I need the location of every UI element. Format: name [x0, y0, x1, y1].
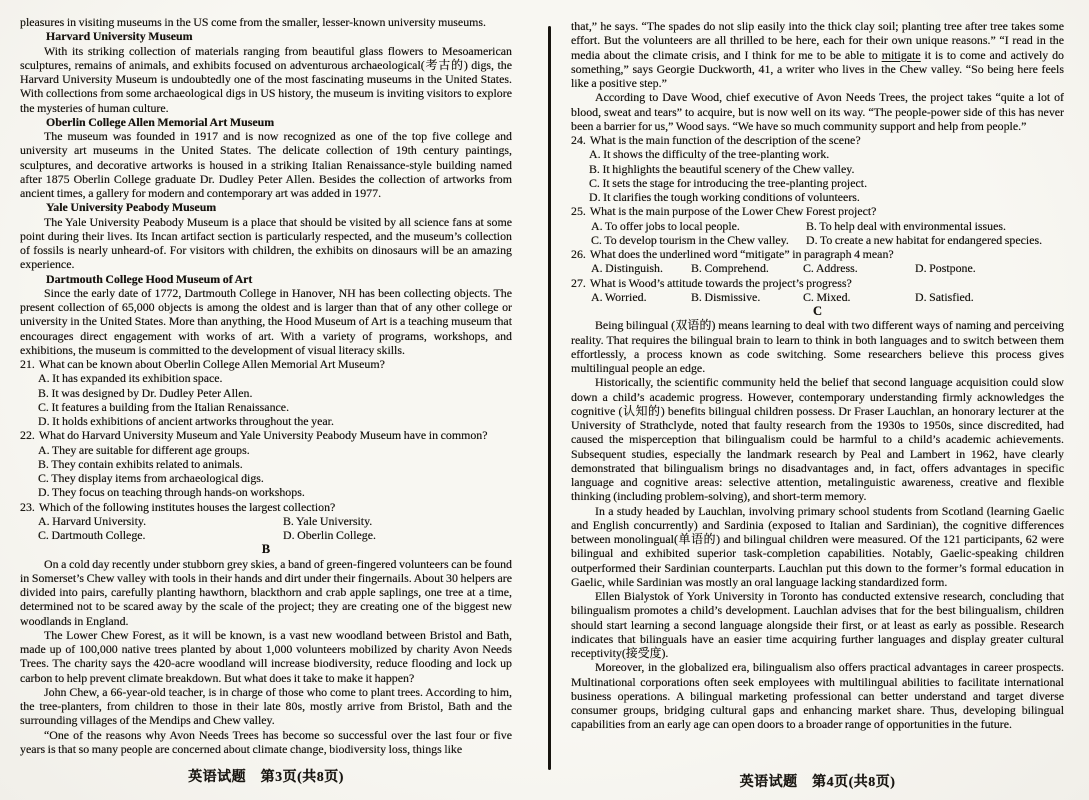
exam-page-3-column	[20, 15, 512, 763]
question-text: What do Harvard University Museum and Yale University Peabody Museum have in common?	[38, 428, 488, 443]
answer-option: C. It sets the stage for introducing the tree-planting project.	[589, 175, 868, 190]
question-number: 21.	[20, 357, 35, 371]
paragraph: On a cold day recently under stubborn grey skies, a band of green-fingered volunteers can be found in Somerset’s Chew valley with tools in their hands and dirt under their fingernails. About 30 helpers are divided into pairs, carefully planting hawthorn, blackthorn and crab apple saplings, one tree at a time, determined not to be scared away by the scale of the project; they are creating one of the biggest new woodlands in England.	[20, 556, 512, 628]
paragraph: Since the early date of 1772, Dartmouth College in Hanover, NH has been collecting objects. The present collection of 65,000 objects is among the oldest and is larger than that of any other college or university in the United States. More than anything, the Hood Museum of Art is a teaching museum that encourages direct engagement with works of art. With a variety of programs, workshops, and exhibitions, the museum is committed to the development of visual literacy skills.	[20, 285, 512, 357]
question	[20, 500, 512, 543]
answer-option: D. Postpone.	[915, 261, 976, 276]
question	[20, 357, 512, 428]
question-number: 22.	[20, 428, 35, 443]
answer-option: D. Oberlin College.	[283, 528, 376, 542]
paragraph: Moreover, in the globalized era, bilingualism also offers practical advantages in career prospects. Multinational corporations often seek employees with multilingual abilities to facilitate international business operations. A bilingual marketing professional can better understand and target diverse consumer groups, bridging cultural gaps and enhancing market share. Thus, developing bilingual capabilities from an early age can open doors to a broader range of opportunities in the future.	[571, 660, 1064, 732]
answer-option: D. To create a new habitat for endangered species.	[806, 232, 1043, 247]
question-text: Which of the following institutes houses the largest collection?	[38, 499, 336, 514]
section-label: B	[261, 542, 271, 557]
paragraph: Ellen Bialystok of York University in Toronto has conducted extensive research, concluding that bilingualism promotes a child’s development. Lauchlan advises that for the best bilingualism, children should start learning a second language alongside their first, or at least as early as possible. Research indicates that bilinguals have an easier time acquiring further languages and display greater cultural receptivity(接受度).	[571, 589, 1064, 660]
paragraph: John Chew, a 66-year-old teacher, is in charge of those who come to plant trees. According to him, the tree-planters, from children to those in their late 80s, mostly arrive from Bristol, Bath and the surrounding villages of the Mendips and Chew valley.	[20, 684, 512, 728]
paragraph: Being bilingual (双语的) means learning to deal with two different ways of naming and perceiving reality. That requires the bilingual brain to learn to think in both languages and to switch between them effortlessly, a process known as code switching. Some researchers believe this process gives multilingual people an edge.	[571, 318, 1064, 375]
answer-option: A. They are suitable for different age groups.	[38, 442, 250, 457]
question-text: What does the underlined word “mitigate” in paragraph 4 mean?	[589, 247, 894, 261]
answer-option: C. Dartmouth College.	[38, 528, 146, 542]
question-number: 25.	[571, 204, 586, 219]
page-footer: 英语试题 第4页(共8页)	[739, 775, 896, 790]
question	[20, 428, 512, 499]
question-stem	[571, 276, 1064, 290]
underlined-word: mitigate	[881, 47, 921, 62]
question	[571, 204, 1064, 247]
answer-option: A. It shows the difficulty of the tree-planting work.	[589, 147, 830, 162]
paragraph: The museum was founded in 1917 and is now recognized as one of the top five college and university art museums in the United States. The delicate collection of 19th century paintings, sculptures, and decorative artworks is housed in a striking Italian Renaissance-style building named after 1875 Oberlin College graduate Dr. Dudley Peter Allen. Besides the collection of artworks from ancient times, a gallery for modern and contemporary art was added in 1977.	[20, 129, 512, 200]
answer-option: C. Address.	[803, 261, 858, 276]
paragraph: In a study headed by Lauchlan, involving primary school students from Scotland (learning Gaelic and English concurrently) and Sardinia (exposed to Italian and Sardinian), the cognitive differences between monolingual(单语的) and bilingual children were measured. Of the 121 participants, 62 were bilingual and exhibited superior task-completion capabilities. Notably, Gaelic-speaking children outperformed their Sardinian counterparts. Lauchlan put this down to the former’s formal education in Gaelic, while Sardinian was mostly an oral language lacking standardized form.	[571, 503, 1064, 589]
options-group	[38, 514, 512, 543]
answer-option: B. It was designed by Dr. Dudley Peter Allen.	[38, 385, 253, 400]
question-stem	[571, 247, 1064, 261]
answer-option: A. Worried.	[591, 289, 647, 304]
question-text: What is the main function of the description of the scene?	[589, 133, 861, 147]
question-number: 27.	[571, 275, 586, 290]
column-divider	[548, 26, 551, 770]
text-segment: that,” he says. “The spades do not slip easily into the thick clay soil; planting tree after tree takes some effort. But the volunteers are all thrilled to be here, each for their own unique reasons.” “I read in the media about the climate crisis, and I think for me to be able to	[571, 19, 1064, 62]
answer-option: C. They display items from archaeological digs.	[38, 471, 264, 485]
answer-option: C. It features a building from the Italian Renaissance.	[38, 399, 290, 414]
paragraph: The Lower Chew Forest, as it will be known, is a vast new woodland between Bristol and Bath, made up of 100,000 native trees planted by about 1,000 volunteers mobilized by charity Avon Needs Trees. The charity says the 420-acre woodland will increase biodiversity, reduce flooding and lock up carbon to help prevent climate breakdown. But what does it take to make it happen?	[20, 627, 512, 685]
options-group	[571, 147, 1064, 204]
question	[571, 276, 1064, 305]
options-group	[591, 219, 1064, 248]
section-label: C	[812, 304, 823, 318]
question-stem	[571, 204, 1064, 218]
answer-option: C. Mixed.	[803, 289, 851, 304]
question-stem	[571, 133, 1064, 147]
paragraph: pleasures in visiting museums in the US come from the smaller, lesser-known university museums.	[20, 15, 487, 29]
paragraph	[571, 19, 1064, 90]
page-footer: 英语试题 第3页(共8页)	[188, 770, 344, 785]
paragraph: “One of the reasons why Avon Needs Trees has become so successful over the last four or five years is that so many people are concerned about climate change, biodiversity loss, things like	[20, 727, 512, 756]
answer-option: B. Yale University.	[283, 513, 373, 528]
paragraph: With its striking collection of materials ranging from beautiful glass flowers to Mesoamerican sculptures, remains of animals, and exhibits focused on adventurous archaeological(考古的) digs, the Harvard University Museum is undoubtedly one of the most fascinating museums in the United States. With collections from some archaeological digs in US history, the museum is inviting visitors to explore the mysteries of human culture.	[20, 43, 512, 115]
question-stem	[20, 428, 512, 442]
options-group	[591, 261, 1064, 275]
answer-option: A. Harvard University.	[38, 513, 147, 528]
paragraph: According to Dave Wood, chief executive of Avon Needs Trees, the project takes “quite a lot of blood, sweat and tears” to acquire, but is now well on its way. “The people-power side of this has never been a barrier for us,” Wood says. “We have so much community support and help from people.”	[571, 90, 1064, 133]
answer-option: B. It highlights the beautiful scenery of the Chew valley.	[589, 161, 855, 176]
question-number: 23.	[20, 499, 35, 514]
options-group	[20, 371, 512, 428]
question	[571, 133, 1064, 204]
question	[571, 247, 1064, 276]
question-number: 24.	[571, 133, 586, 147]
answer-option: B. They contain exhibits related to animals.	[38, 456, 243, 471]
answer-option: A. It has expanded its exhibition space.	[38, 371, 223, 386]
paragraph: Historically, the scientific community held the belief that second language acquisition could slow down a child’s academic progress. However, contemporary understanding firmly acknowledges the cognitive (认知的) benefits bilingual children possess. Dr Fraser Lauchlan, an honorary lecturer at the University of Strathclyde, noted that faulty research from the 1930s to 1950s, since discredited, had caused the misperception that bilingualism could be harmful to a child’s academic achievements. Subsequent studies, especially the landmark research by Peal and Lambert in 1962, have clearly demonstrated that bilingualism brings no disadvantages and, in fact, offers advantages in specific language and cognitive areas: selective attention, metalinguistic awareness, creative and flexible thinking (including problem-solving), and short-term memory.	[571, 375, 1064, 504]
answer-option: B. Comprehend.	[691, 261, 769, 276]
answer-option: D. They focus on teaching through hands-on workshops.	[38, 485, 305, 500]
text-segment: it is to come and actively do something,” says Georgie Duckworth, 41, a writer who lives in the Chew valley. “So being here feels like a positive step.”	[571, 47, 1064, 90]
question-text: What is the main purpose of the Lower Chew Forest project?	[589, 204, 877, 219]
options-group	[20, 443, 512, 500]
museum-heading: Yale University Peabody Museum	[46, 200, 217, 215]
answer-option: D. It clarifies the tough working conditions of volunteers.	[589, 190, 860, 204]
answer-option: D. Satisfied.	[915, 289, 974, 304]
museum-heading: Oberlin College Allen Memorial Art Museum	[46, 114, 275, 129]
question-stem	[20, 357, 512, 371]
museum-heading: Dartmouth College Hood Museum of Art	[46, 271, 253, 286]
exam-page-4-column	[571, 19, 1064, 763]
museum-heading: Harvard University Museum	[46, 29, 193, 44]
options-group	[591, 290, 1064, 304]
paragraph: The Yale University Peabody Museum is a place that should be visited by all science fans at some point during their lives. Its Incan artifact section is particularly respected, and the museum’s collection of fossils is nearly unheard-of. For visitors with children, the exhibits on dinosaurs will be an amazing experience.	[20, 214, 512, 272]
answer-option: B. Dismissive.	[691, 289, 761, 304]
question-number: 26.	[571, 247, 586, 261]
answer-option: A. Distinguish.	[591, 261, 663, 276]
question-stem	[20, 500, 512, 514]
answer-option: B. To help deal with environmental issues.	[806, 218, 1006, 233]
answer-option: D. It holds exhibitions of ancient artworks throughout the year.	[38, 414, 334, 428]
answer-option: A. To offer jobs to local people.	[591, 218, 740, 233]
question-text: What is Wood’s attitude towards the project’s progress?	[589, 275, 852, 290]
question-text: What can be known about Oberlin College Allen Memorial Art Museum?	[38, 357, 385, 371]
answer-option: C. To develop tourism in the Chew valley.	[591, 232, 789, 247]
